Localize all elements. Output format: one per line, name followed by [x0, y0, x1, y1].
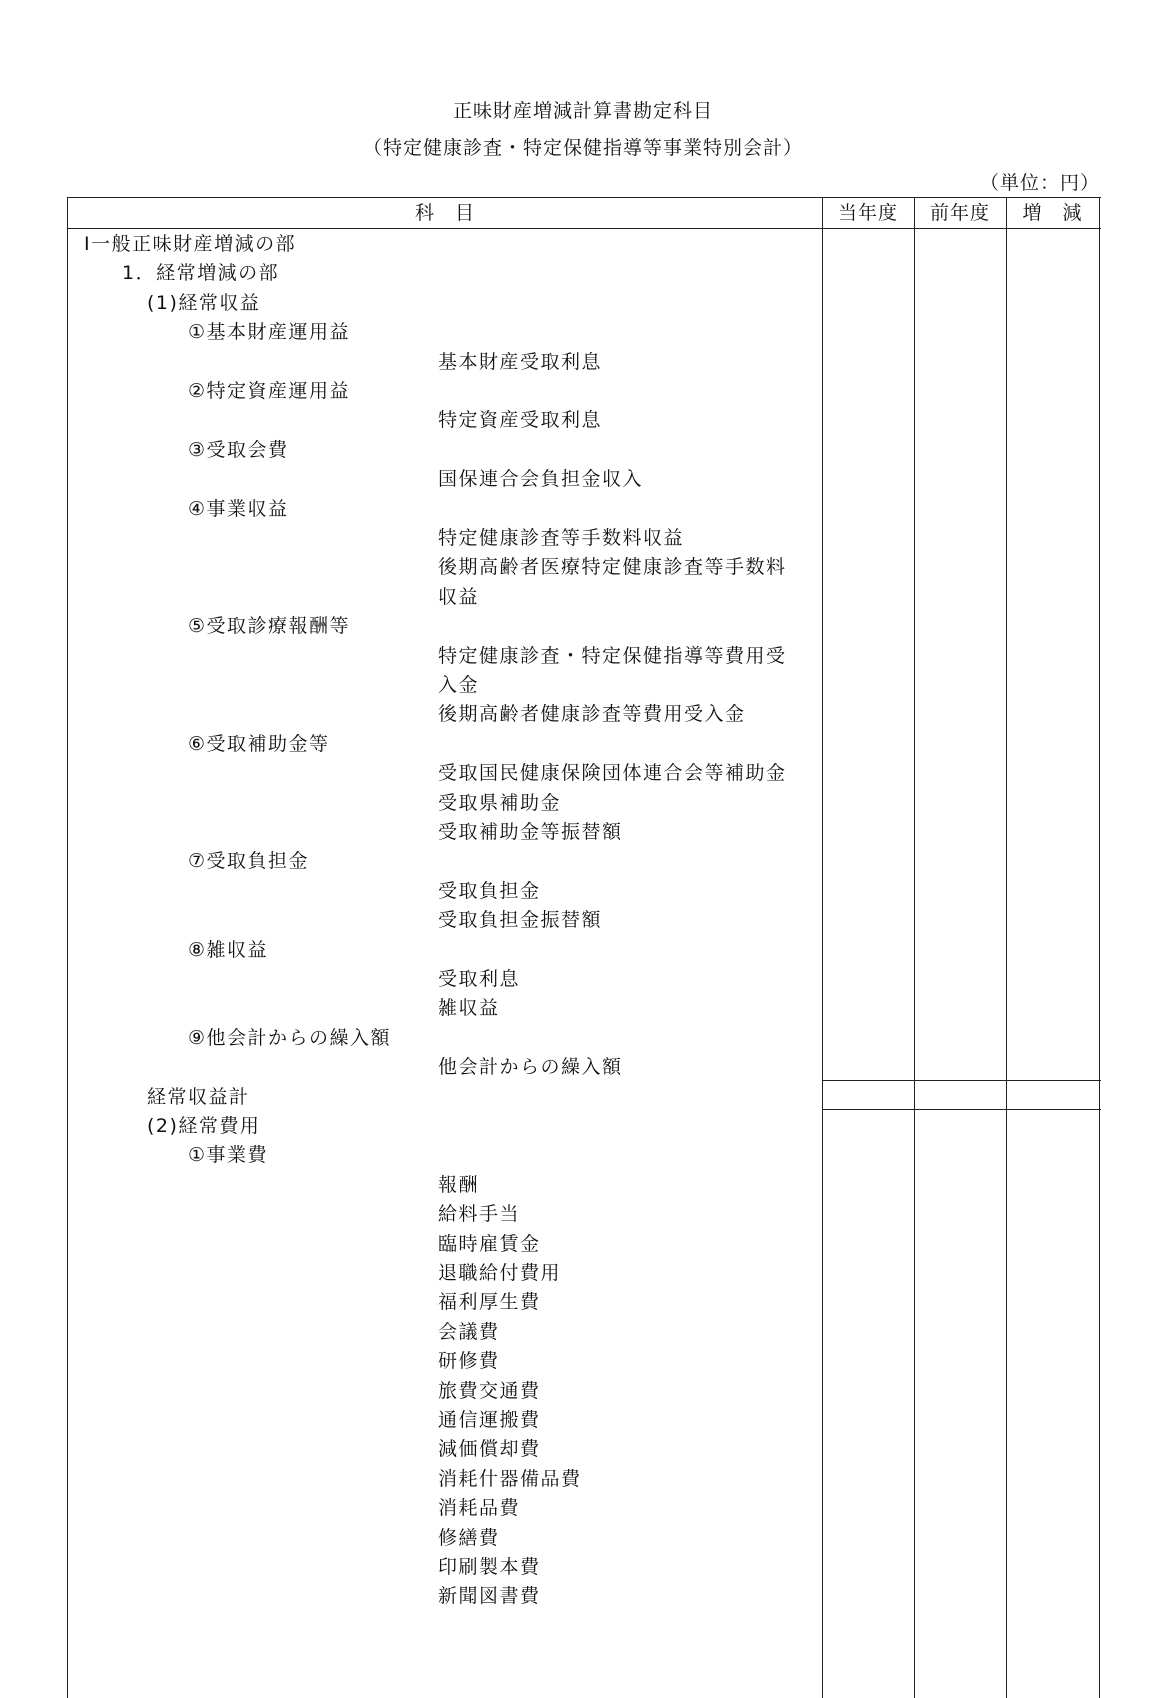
- account-group: ⑨他会計からの繰入額: [188, 1026, 392, 1049]
- column-divider-previous: [914, 198, 915, 1698]
- account-item: 退職給付費用: [438, 1262, 562, 1284]
- account-item: 消耗品費: [438, 1497, 521, 1520]
- header-previous-year: 前年度: [929, 202, 990, 224]
- account-item: 受取利息: [438, 968, 521, 990]
- account-item: 受取補助金等振替額: [438, 821, 623, 843]
- account-group: ③受取会費: [188, 438, 289, 461]
- section-heading: 1．経常増減の部: [122, 262, 280, 285]
- account-group: ①事業費: [188, 1144, 269, 1167]
- account-item: 消耗什器備品費: [438, 1467, 582, 1490]
- account-item: 受取県補助金: [438, 791, 562, 814]
- account-item-continuation: 入金: [438, 674, 480, 696]
- account-item: 給料手当: [438, 1203, 521, 1226]
- account-item: 特定健康診査等手数料収益: [438, 527, 685, 549]
- account-item: 福利厚生費: [438, 1291, 541, 1314]
- account-item: 基本財産受取利息: [438, 350, 603, 373]
- section-heading: Ⅰ一般正味財産増減の部: [84, 233, 297, 255]
- account-item: 雑収益: [438, 997, 500, 1020]
- document-subtitle: （特定健康診査・特定保健指導等事業特別会計）: [362, 137, 803, 159]
- account-item: 旅費交通費: [438, 1379, 541, 1402]
- account-item-continuation: 収益: [438, 585, 480, 608]
- account-group: ⑤受取診療報酬等: [188, 615, 351, 638]
- account-group: ⑥受取補助金等: [188, 732, 330, 755]
- unit-label: （単位：円）: [979, 172, 1100, 194]
- account-item: 特定健康診査・特定保健指導等費用受: [438, 644, 787, 667]
- header-current-year: 当年度: [837, 202, 898, 224]
- account-item: 修繕費: [438, 1526, 500, 1549]
- account-item: 特定資産受取利息: [438, 409, 603, 432]
- category-heading: (2)経常費用: [147, 1115, 261, 1137]
- account-item: 通信運搬費: [438, 1409, 541, 1431]
- account-item: 後期高齢者医療特定健康診査等手数料: [438, 556, 787, 579]
- account-item: 受取負担金: [438, 879, 541, 902]
- account-group: ②特定資産運用益: [188, 380, 351, 402]
- account-item: 他会計からの繰入額: [438, 1056, 623, 1079]
- account-item: 新聞図書費: [438, 1585, 541, 1608]
- account-item: 減価償却費: [438, 1438, 541, 1461]
- account-group: ①基本財産運用益: [188, 321, 351, 344]
- header-subject: 科 目: [414, 202, 475, 224]
- header-change: 増 減: [1022, 202, 1083, 224]
- account-item: 国保連合会負担金収入: [438, 468, 644, 491]
- account-item: 後期高齢者健康診査等費用受入金: [438, 703, 746, 726]
- subtotal-top-border: [822, 1080, 1101, 1081]
- account-item: 研修費: [438, 1350, 500, 1373]
- account-item: 受取負担金振替額: [438, 909, 603, 932]
- account-group: ⑧雑収益: [188, 938, 269, 961]
- subtotal-label: 経常収益計: [147, 1085, 250, 1108]
- column-divider-change: [1006, 198, 1007, 1698]
- category-heading: (1)経常収益: [147, 291, 261, 314]
- account-group: ④事業収益: [188, 497, 289, 520]
- column-divider-current: [822, 198, 823, 1698]
- account-group: ⑦受取負担金: [188, 850, 310, 873]
- account-item: 会議費: [438, 1320, 500, 1343]
- document-title: 正味財産増減計算書勘定科目: [452, 100, 713, 122]
- subtotal-bottom-border: [822, 1109, 1101, 1110]
- account-item: 印刷製本費: [438, 1556, 541, 1578]
- account-item: 受取国民健康保険団体連合会等補助金: [438, 762, 787, 785]
- account-item: 臨時雇賃金: [438, 1232, 541, 1255]
- table-right-border: [1099, 198, 1100, 1698]
- account-item: 報酬: [438, 1173, 480, 1196]
